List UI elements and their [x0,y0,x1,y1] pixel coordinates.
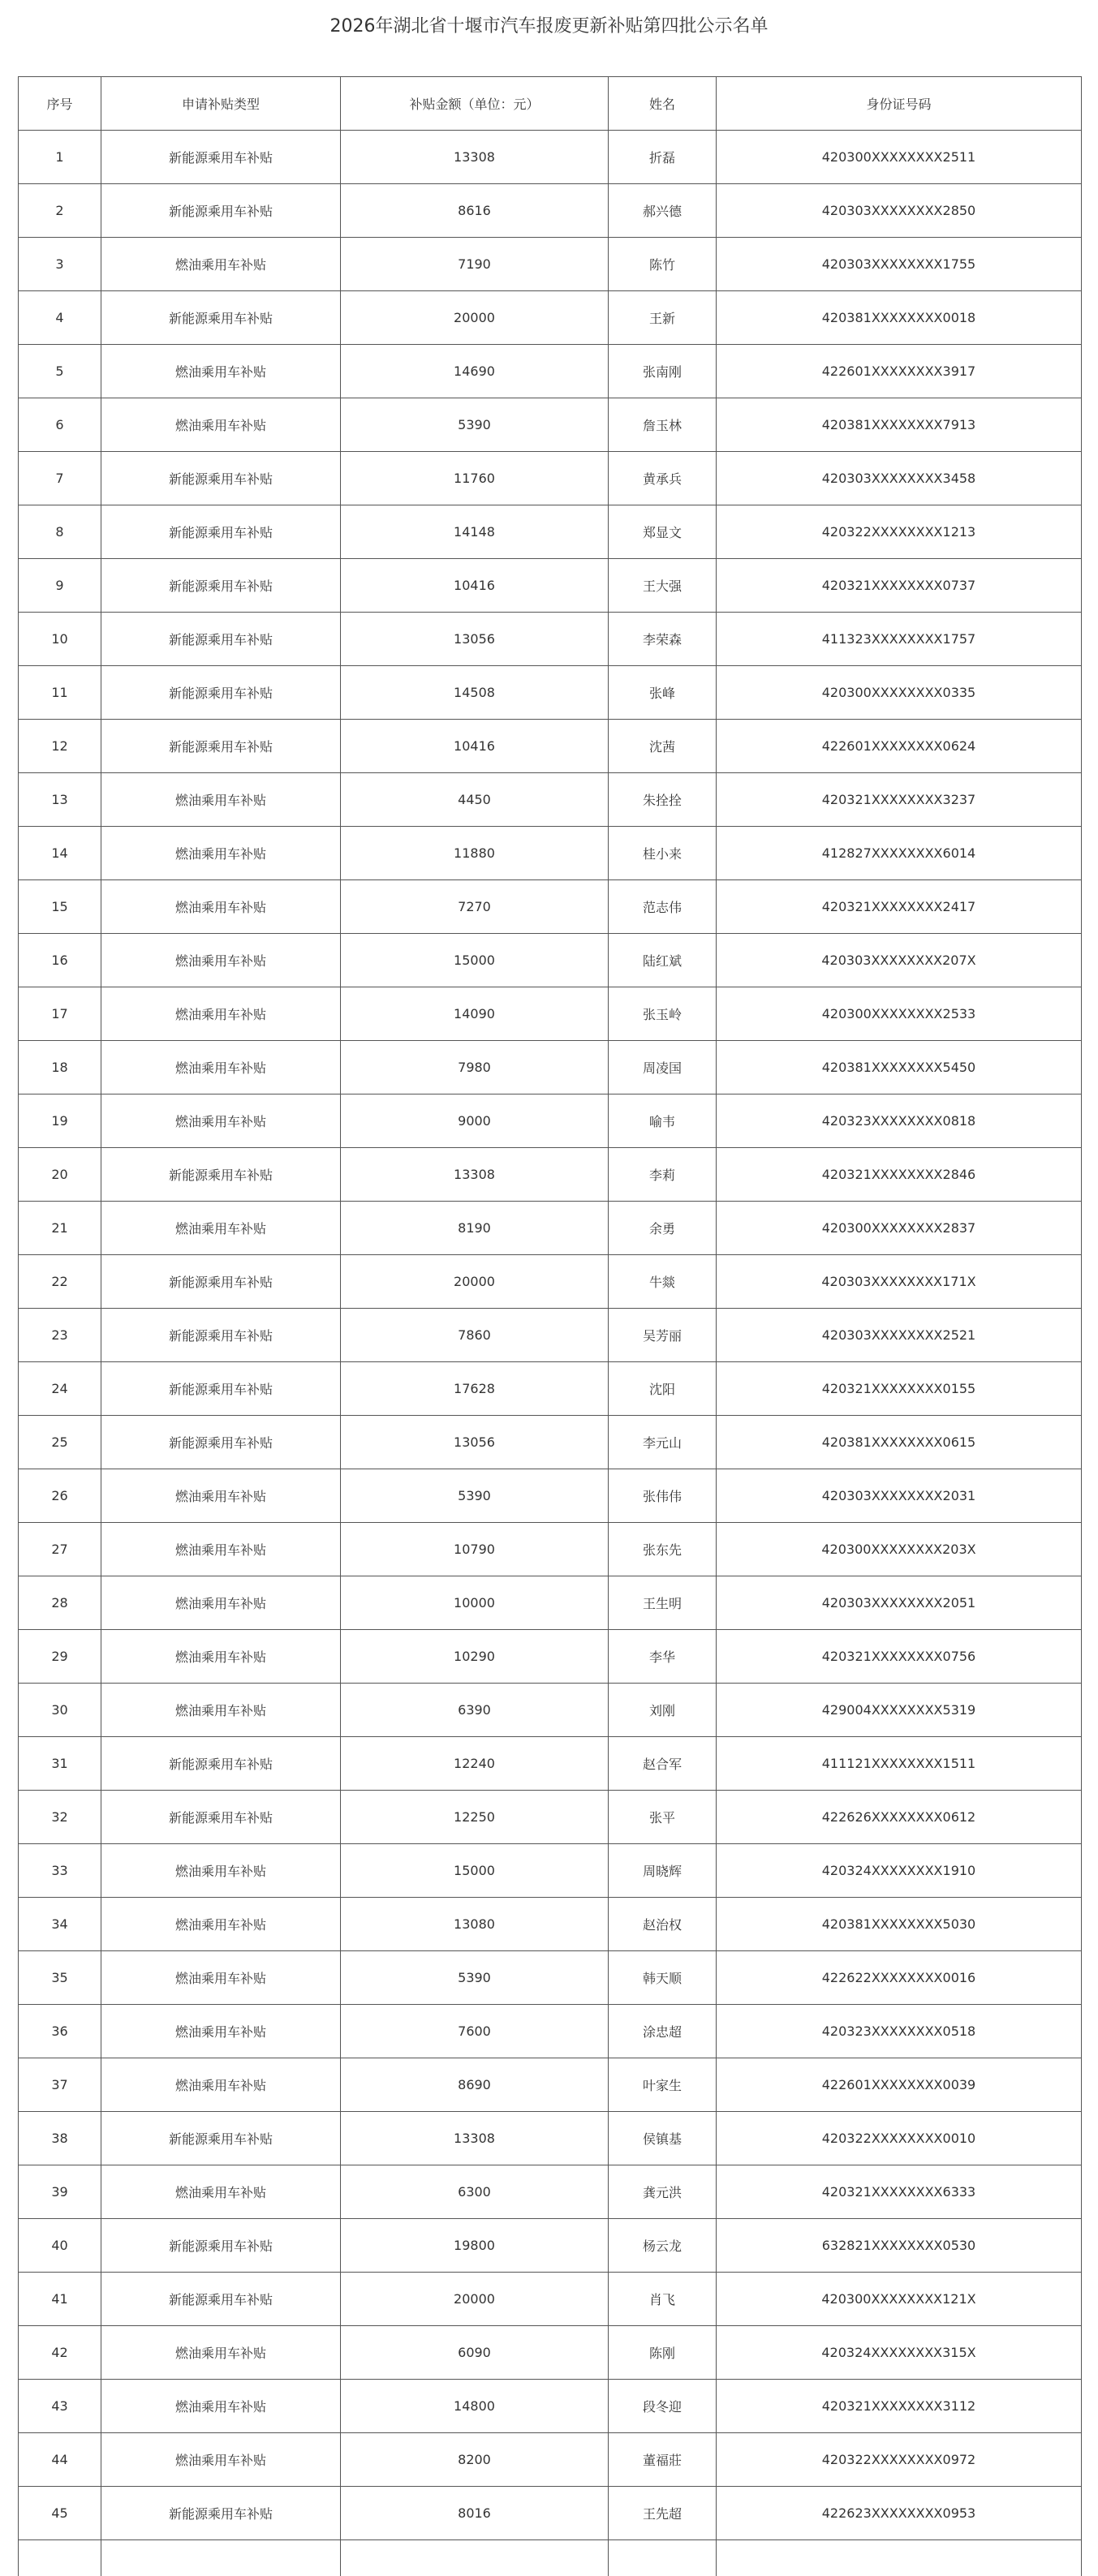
cell-index: 5 [19,345,101,398]
cell-name: 王生明 [609,1576,717,1630]
table-row [19,1416,1082,1469]
cell-id-number: 420321XXXXXXXX0756 [717,1630,1082,1684]
cell-id-number: 411121XXXXXXXX1511 [717,1737,1082,1791]
cell-amount: 4450 [341,773,609,827]
cell-name: 陈刚 [609,2326,717,2380]
cell-index: 39 [19,2165,101,2219]
cell-index: 4 [19,291,101,345]
cell-subsidy-type: 新能源乘用车补贴 [101,505,341,559]
cell-index: 6 [19,398,101,452]
cell-id-number: 420322XXXXXXXX0010 [717,2112,1082,2165]
table-row [19,987,1082,1041]
cell-id-number: 420322XXXXXXXX1213 [717,505,1082,559]
table-row [19,1791,1082,1844]
cell-index: 18 [19,1041,101,1094]
cell-index: 20 [19,1148,101,1202]
table-row [19,2165,1082,2219]
cell-subsidy-type: 燃油乘用车补贴 [101,1523,341,1576]
cell-index: 12 [19,720,101,773]
cell-id-number: 420303XXXXXXXX207X [717,934,1082,987]
cell-name: 余勇 [609,1202,717,1255]
cell-id-number: 420303XXXXXXXX2051 [717,1576,1082,1630]
cell-index: 28 [19,1576,101,1630]
cell-amount: 14148 [341,505,609,559]
cell-id-number: 420321XXXXXXXX3237 [717,773,1082,827]
cell-name: 张伟伟 [609,1469,717,1523]
cell-name: 周晓辉 [609,1844,717,1898]
cell-subsidy-type: 新能源乘用车补贴 [101,1148,341,1202]
cell-index: 3 [19,238,101,291]
cell-name: 李荣森 [609,613,717,666]
table-header [19,77,1082,131]
cell-amount: 19800 [341,2219,609,2273]
table-row [19,2112,1082,2165]
table-row [19,2487,1082,2540]
cell-subsidy-type: 燃油乘用车补贴 [101,238,341,291]
cell-index: 13 [19,773,101,827]
cell-index: 40 [19,2219,101,2273]
cell-id-number: 420324XXXXXXXX1910 [717,1844,1082,1898]
cell-amount: 11760 [341,452,609,505]
cell-id-number: 420303XXXXXXXX171X [717,1255,1082,1309]
cell-id-number: 420321XXXXXXXX2846 [717,1148,1082,1202]
cell-index: 9 [19,559,101,613]
table-row [19,1898,1082,1951]
table-row [19,1469,1082,1523]
cell-amount: 8690 [341,2058,609,2112]
cell-subsidy-type: 新能源乘用车补贴 [101,2112,341,2165]
cell-subsidy-type: 燃油乘用车补贴 [101,1202,341,1255]
cell-subsidy-type: 燃油乘用车补贴 [101,773,341,827]
cell-id-number: 420300XXXXXXXX2511 [717,131,1082,184]
cell-index: 35 [19,1951,101,2005]
cell-name: 王先超 [609,2487,717,2540]
cell-name: 侯镇基 [609,2112,717,2165]
cell-subsidy-type: 燃油乘用车补贴 [101,398,341,452]
cell-amount: 10290 [341,1630,609,1684]
table-row [19,559,1082,613]
cell-id-number: 420303XXXXXXXX2521 [717,1309,1082,1362]
cell-index: 45 [19,2487,101,2540]
cell-amount: 8200 [341,2433,609,2487]
cell-id-number: 420381XXXXXXXX5450 [717,1041,1082,1094]
cell-amount: 13080 [341,1898,609,1951]
table-row [19,1630,1082,1684]
cell-index: 32 [19,1791,101,1844]
cell-amount: 14800 [341,2380,609,2433]
cell-id-number: 420323XXXXXXXX0818 [717,1094,1082,1148]
cell-amount: 9000 [341,1094,609,1148]
cell-subsidy-type: 燃油乘用车补贴 [101,1630,341,1684]
cell-id-number: 412827XXXXXXXX6014 [717,827,1082,880]
cell-name: 董福莊 [609,2433,717,2487]
table-row [19,2219,1082,2273]
column-header-subsidy-type: 申请补贴类型 [101,77,341,131]
cell-index: 36 [19,2005,101,2058]
table-row [19,773,1082,827]
cell-subsidy-type: 燃油乘用车补贴 [101,1094,341,1148]
cell-name: 杨云龙 [609,2219,717,2273]
cell-index: 27 [19,1523,101,1576]
cell-name: 张东先 [609,1523,717,1576]
cell-amount: 8616 [341,184,609,238]
cell-name: 张南刚 [609,345,717,398]
cell-name: 吴芳丽 [609,1309,717,1362]
table-body [19,131,1082,2576]
cell-amount: 6090 [341,2326,609,2380]
cell-index: 42 [19,2326,101,2380]
cell-name: 沈阳 [609,1362,717,1416]
cell-subsidy-type: 新能源乘用车补贴 [101,1737,341,1791]
cell-index: 26 [19,1469,101,1523]
cell-amount: 15000 [341,1844,609,1898]
cell-index: 21 [19,1202,101,1255]
table-row [19,934,1082,987]
table-row [19,613,1082,666]
cell-subsidy-type: 燃油乘用车补贴 [101,1684,341,1737]
cell-amount: 7270 [341,880,609,934]
cell-empty [717,2540,1082,2576]
table-row [19,2380,1082,2433]
cell-id-number: 422601XXXXXXXX0624 [717,720,1082,773]
cell-amount: 10416 [341,559,609,613]
cell-name: 张峰 [609,666,717,720]
cell-subsidy-type: 新能源乘用车补贴 [101,1791,341,1844]
table-row [19,1844,1082,1898]
table-row [19,1255,1082,1309]
cell-empty [341,2540,609,2576]
cell-amount: 14690 [341,345,609,398]
cell-id-number: 420300XXXXXXXX2837 [717,1202,1082,1255]
table-row [19,720,1082,773]
table-row [19,398,1082,452]
cell-name: 王大强 [609,559,717,613]
cell-subsidy-type: 燃油乘用车补贴 [101,1951,341,2005]
cell-amount: 20000 [341,291,609,345]
cell-subsidy-type: 燃油乘用车补贴 [101,2165,341,2219]
cell-amount: 7860 [341,1309,609,1362]
cell-index: 44 [19,2433,101,2487]
cell-amount: 13308 [341,2112,609,2165]
table-row [19,1094,1082,1148]
cell-id-number: 420300XXXXXXXX0335 [717,666,1082,720]
table-row [19,291,1082,345]
cell-name: 朱拴拴 [609,773,717,827]
table-row [19,1041,1082,1094]
cell-name: 陆红斌 [609,934,717,987]
cell-id-number: 420303XXXXXXXX3458 [717,452,1082,505]
cell-amount: 7980 [341,1041,609,1094]
cell-subsidy-type: 燃油乘用车补贴 [101,1844,341,1898]
table-row [19,2326,1082,2380]
cell-id-number: 422622XXXXXXXX0016 [717,1951,1082,2005]
cell-name: 郝兴德 [609,184,717,238]
cell-name: 李元山 [609,1416,717,1469]
cell-amount: 8016 [341,2487,609,2540]
cell-id-number: 420321XXXXXXXX0155 [717,1362,1082,1416]
cell-amount: 14090 [341,987,609,1041]
cell-id-number: 420300XXXXXXXX121X [717,2273,1082,2326]
page-title: 2026年湖北省十堰市汽车报废更新补贴第四批公示名单 [0,8,1098,45]
cell-index: 43 [19,2380,101,2433]
subsidy-list-table [18,76,1082,2576]
cell-name: 涂忠超 [609,2005,717,2058]
cell-id-number: 420321XXXXXXXX6333 [717,2165,1082,2219]
column-header-name: 姓名 [609,77,717,131]
cell-name: 赵治权 [609,1898,717,1951]
cell-subsidy-type: 新能源乘用车补贴 [101,2219,341,2273]
cell-subsidy-type: 新能源乘用车补贴 [101,1309,341,1362]
cell-index: 29 [19,1630,101,1684]
cell-index: 24 [19,1362,101,1416]
cell-subsidy-type: 新能源乘用车补贴 [101,1362,341,1416]
cell-id-number: 420300XXXXXXXX2533 [717,987,1082,1041]
header-row [19,77,1082,131]
cell-amount: 5390 [341,398,609,452]
cell-amount: 20000 [341,2273,609,2326]
cell-index: 41 [19,2273,101,2326]
cell-name: 詹玉林 [609,398,717,452]
cell-name: 韩天顺 [609,1951,717,2005]
cell-subsidy-type: 燃油乘用车补贴 [101,1469,341,1523]
cell-amount: 13056 [341,1416,609,1469]
cell-index: 8 [19,505,101,559]
cell-name: 李莉 [609,1148,717,1202]
cell-id-number: 420303XXXXXXXX2031 [717,1469,1082,1523]
table-row [19,184,1082,238]
cell-name: 桂小来 [609,827,717,880]
cell-name: 沈茜 [609,720,717,773]
cell-subsidy-type: 新能源乘用车补贴 [101,131,341,184]
cell-index: 16 [19,934,101,987]
cell-id-number: 420321XXXXXXXX2417 [717,880,1082,934]
cell-id-number: 632821XXXXXXXX0530 [717,2219,1082,2273]
column-header-index: 序号 [19,77,101,131]
table-row [19,1523,1082,1576]
cell-amount: 7600 [341,2005,609,2058]
cell-id-number: 420324XXXXXXXX315X [717,2326,1082,2380]
cell-name: 段冬迎 [609,2380,717,2433]
cell-index: 2 [19,184,101,238]
cell-subsidy-type: 燃油乘用车补贴 [101,827,341,880]
cell-index: 10 [19,613,101,666]
cell-id-number: 420323XXXXXXXX0518 [717,2005,1082,2058]
cell-amount: 14508 [341,666,609,720]
cell-amount: 12250 [341,1791,609,1844]
cell-subsidy-type: 新能源乘用车补贴 [101,559,341,613]
cell-subsidy-type: 新能源乘用车补贴 [101,452,341,505]
cell-empty [101,2540,341,2576]
cell-subsidy-type: 燃油乘用车补贴 [101,1576,341,1630]
cell-name: 黄承兵 [609,452,717,505]
cell-subsidy-type: 燃油乘用车补贴 [101,2326,341,2380]
cell-name: 肖飞 [609,2273,717,2326]
cell-index: 25 [19,1416,101,1469]
cell-subsidy-type: 燃油乘用车补贴 [101,2058,341,2112]
cell-subsidy-type: 燃油乘用车补贴 [101,2380,341,2433]
cell-name: 郑显文 [609,505,717,559]
cell-amount: 10000 [341,1576,609,1630]
cell-amount: 13308 [341,131,609,184]
cell-subsidy-type: 燃油乘用车补贴 [101,2005,341,2058]
cell-name: 折磊 [609,131,717,184]
cell-subsidy-type: 燃油乘用车补贴 [101,880,341,934]
cell-amount: 13308 [341,1148,609,1202]
cell-id-number: 422601XXXXXXXX3917 [717,345,1082,398]
cell-name: 牛燚 [609,1255,717,1309]
cell-amount: 5390 [341,1469,609,1523]
cell-name: 张玉岭 [609,987,717,1041]
cell-subsidy-type: 燃油乘用车补贴 [101,934,341,987]
cell-index: 14 [19,827,101,880]
table-row [19,1202,1082,1255]
cell-id-number: 422623XXXXXXXX0953 [717,2487,1082,2540]
cell-amount: 12240 [341,1737,609,1791]
cell-id-number: 420381XXXXXXXX0018 [717,291,1082,345]
cell-name: 张平 [609,1791,717,1844]
cell-id-number: 420381XXXXXXXX7913 [717,398,1082,452]
cell-name: 赵合军 [609,1737,717,1791]
column-header-amount: 补贴金额（单位：元） [341,77,609,131]
cell-id-number: 420381XXXXXXXX0615 [717,1416,1082,1469]
table-row [19,1148,1082,1202]
table-row [19,505,1082,559]
table-row [19,2433,1082,2487]
cell-subsidy-type: 新能源乘用车补贴 [101,2487,341,2540]
cell-name: 喻韦 [609,1094,717,1148]
cell-index: 17 [19,987,101,1041]
cell-subsidy-type: 新能源乘用车补贴 [101,2273,341,2326]
cell-amount: 7190 [341,238,609,291]
cell-subsidy-type: 燃油乘用车补贴 [101,1041,341,1094]
cell-amount: 10416 [341,720,609,773]
cell-index: 7 [19,452,101,505]
cell-id-number: 422626XXXXXXXX0612 [717,1791,1082,1844]
cell-empty [609,2540,717,2576]
cell-subsidy-type: 燃油乘用车补贴 [101,2433,341,2487]
cell-amount: 11880 [341,827,609,880]
cell-index: 1 [19,131,101,184]
cell-name: 王新 [609,291,717,345]
table-row [19,1362,1082,1416]
cell-id-number: 411323XXXXXXXX1757 [717,613,1082,666]
cell-amount: 20000 [341,1255,609,1309]
cell-amount: 5390 [341,1951,609,2005]
cell-name: 龚元洪 [609,2165,717,2219]
cell-id-number: 420381XXXXXXXX5030 [717,1898,1082,1951]
cell-index: 11 [19,666,101,720]
table-row [19,238,1082,291]
cell-subsidy-type: 新能源乘用车补贴 [101,1255,341,1309]
cell-subsidy-type: 燃油乘用车补贴 [101,987,341,1041]
cell-amount: 6300 [341,2165,609,2219]
cell-name: 范志伟 [609,880,717,934]
cell-index: 38 [19,2112,101,2165]
table-row [19,2273,1082,2326]
cell-id-number: 429004XXXXXXXX5319 [717,1684,1082,1737]
cell-id-number: 420303XXXXXXXX1755 [717,238,1082,291]
cell-subsidy-type: 新能源乘用车补贴 [101,291,341,345]
cell-name: 叶家生 [609,2058,717,2112]
cell-id-number: 420300XXXXXXXX203X [717,1523,1082,1576]
cell-id-number: 420321XXXXXXXX3112 [717,2380,1082,2433]
cell-subsidy-type: 新能源乘用车补贴 [101,613,341,666]
cell-index: 34 [19,1898,101,1951]
cell-subsidy-type: 燃油乘用车补贴 [101,1898,341,1951]
table-row-partial [19,2540,1082,2576]
cell-empty [19,2540,101,2576]
cell-subsidy-type: 新能源乘用车补贴 [101,720,341,773]
cell-name: 周凌国 [609,1041,717,1094]
cell-name: 李华 [609,1630,717,1684]
column-header-id-number: 身份证号码 [717,77,1082,131]
table-row [19,666,1082,720]
table-row [19,827,1082,880]
cell-index: 22 [19,1255,101,1309]
cell-subsidy-type: 燃油乘用车补贴 [101,345,341,398]
cell-index: 19 [19,1094,101,1148]
cell-amount: 17628 [341,1362,609,1416]
cell-index: 37 [19,2058,101,2112]
cell-subsidy-type: 新能源乘用车补贴 [101,666,341,720]
cell-amount: 15000 [341,934,609,987]
table-row [19,1951,1082,2005]
cell-name: 陈竹 [609,238,717,291]
cell-amount: 8190 [341,1202,609,1255]
cell-name: 刘刚 [609,1684,717,1737]
table-row [19,1309,1082,1362]
cell-subsidy-type: 新能源乘用车补贴 [101,184,341,238]
cell-amount: 10790 [341,1523,609,1576]
table-row [19,1576,1082,1630]
table-row [19,1737,1082,1791]
table-row [19,131,1082,184]
cell-index: 30 [19,1684,101,1737]
cell-index: 23 [19,1309,101,1362]
cell-index: 33 [19,1844,101,1898]
cell-id-number: 420321XXXXXXXX0737 [717,559,1082,613]
cell-id-number: 420322XXXXXXXX0972 [717,2433,1082,2487]
table-row [19,1684,1082,1737]
table-row [19,452,1082,505]
table-row [19,2058,1082,2112]
cell-index: 15 [19,880,101,934]
table-row [19,2005,1082,2058]
cell-index: 31 [19,1737,101,1791]
table-row [19,345,1082,398]
cell-amount: 13056 [341,613,609,666]
cell-id-number: 420303XXXXXXXX2850 [717,184,1082,238]
cell-id-number: 422601XXXXXXXX0039 [717,2058,1082,2112]
table-row [19,880,1082,934]
cell-subsidy-type: 新能源乘用车补贴 [101,1416,341,1469]
cell-amount: 6390 [341,1684,609,1737]
